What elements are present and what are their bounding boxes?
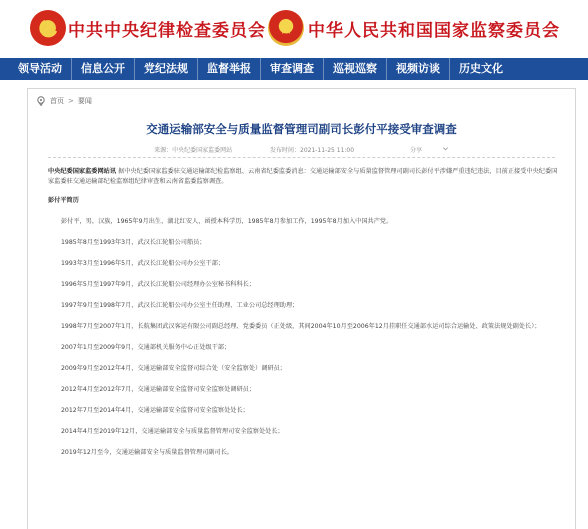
nav-item-investigation[interactable]: 审查调查 xyxy=(261,58,324,80)
main-nav xyxy=(0,58,588,80)
ccdi-name[interactable]: 中共中央纪律检查委员会 xyxy=(68,21,266,41)
star-icon xyxy=(274,16,298,40)
body-paragraph: 1996年5月至1997年9月，武汉长江轮船公司经理办公室秘书科科长； xyxy=(61,281,256,288)
nav-item-report[interactable]: 监督举报 xyxy=(198,58,261,80)
body-paragraph: 1993年3月至1996年5月，武汉长江轮船公司办公室干部； xyxy=(61,260,225,267)
body-paragraph: 2014年4月至2019年12月，交通运输部安全与质量监督管理司安全监察处处长； xyxy=(61,428,284,435)
party-emblem-icon[interactable] xyxy=(30,10,66,46)
lead-paragraph xyxy=(48,167,558,187)
lead-label: 中央纪委国家监委网站讯 xyxy=(48,168,117,175)
divider xyxy=(48,157,555,158)
article-title: 交通运输部安全与质量监督管理司副司长彭付平接受审查调查 xyxy=(146,122,457,136)
body-paragraph: 彭付平，男，汉族，1965年9月出生，湖北红安人，函授本科学历，1985年8月参加工作，1995年8月加入中国共产党。 xyxy=(61,218,393,225)
location-pin-icon xyxy=(36,96,46,106)
breadcrumb xyxy=(36,96,92,106)
nav-item-video[interactable]: 视频访谈 xyxy=(387,58,450,80)
article-panel xyxy=(27,88,576,529)
body-paragraph: 1985年8月至1993年3月，武汉长江轮船公司船员； xyxy=(61,239,206,246)
breadcrumb-separator: > xyxy=(68,97,74,105)
article-meta xyxy=(28,145,575,154)
nav-item-history[interactable]: 历史文化 xyxy=(459,62,503,75)
breadcrumb-current[interactable]: 要闻 xyxy=(77,97,92,105)
lead-text: 据中央纪委国家监委驻交通运输部纪检监察组、云南省纪委监委消息：交通运输部安全与质量监督管理司副司长彭付平涉嫌严重违纪违法，目前正接受中央纪委国家监委驻交通运输部纪检监察组纪律审查和云南省监委监察调查。 xyxy=(48,168,558,185)
nav-item-disclosure[interactable]: 信息公开 xyxy=(72,58,135,80)
article-body xyxy=(48,167,558,458)
body-paragraph: 1998年7月至2007年1月，长航集团武汉客运有限公司副总经理、党委委员（正处级，其间2004年10月至2006年12月挂职任交通部水运司综合运输处、政策法规处副处长）； xyxy=(61,323,541,330)
nav-item-inspection[interactable]: 巡视巡察 xyxy=(324,58,387,80)
site-header xyxy=(0,0,588,58)
share-label: 分享 xyxy=(410,147,423,154)
body-paragraph: 2007年1月至2009年9月，交通部机关服务中心正处级干部； xyxy=(61,344,231,351)
article-published: 发布时间：2021-11-25 11:00 xyxy=(270,147,355,154)
hammer-sickle-icon xyxy=(36,16,60,40)
body-paragraph: 1997年9月至1998年7月，武汉长江轮船公司办公室主任助理、工业公司总经理助理； xyxy=(61,302,299,309)
national-emblem-icon[interactable] xyxy=(268,10,304,46)
body-paragraph: 2012年4月至2012年7月，交通运输部安全监督司安全监察处调研员； xyxy=(61,386,256,393)
body-paragraph: 2012年7月至2014年4月，交通运输部安全监督司安全监察处处长； xyxy=(61,407,249,414)
section-title: 彭付平简历 xyxy=(48,197,79,204)
share-control[interactable] xyxy=(392,147,449,154)
breadcrumb-home[interactable]: 首页 xyxy=(50,97,64,105)
nsc-name[interactable]: 中华人民共和国国家监察委员会 xyxy=(308,21,560,41)
nav-item-leadership[interactable]: 领导活动 xyxy=(0,58,72,80)
chevron-down-icon xyxy=(442,145,449,152)
nav-item-regulations[interactable]: 党纪法规 xyxy=(135,58,198,80)
body-paragraph: 2009年9月至2012年4月，交通运输部安全监督司综合处（安全监察处）调研员； xyxy=(61,365,286,372)
article-source: 来源：中央纪委国家监委网站 xyxy=(154,147,233,154)
body-paragraph: 2019年12月至今，交通运输部安全与质量监督管理司副司长。 xyxy=(61,449,234,456)
